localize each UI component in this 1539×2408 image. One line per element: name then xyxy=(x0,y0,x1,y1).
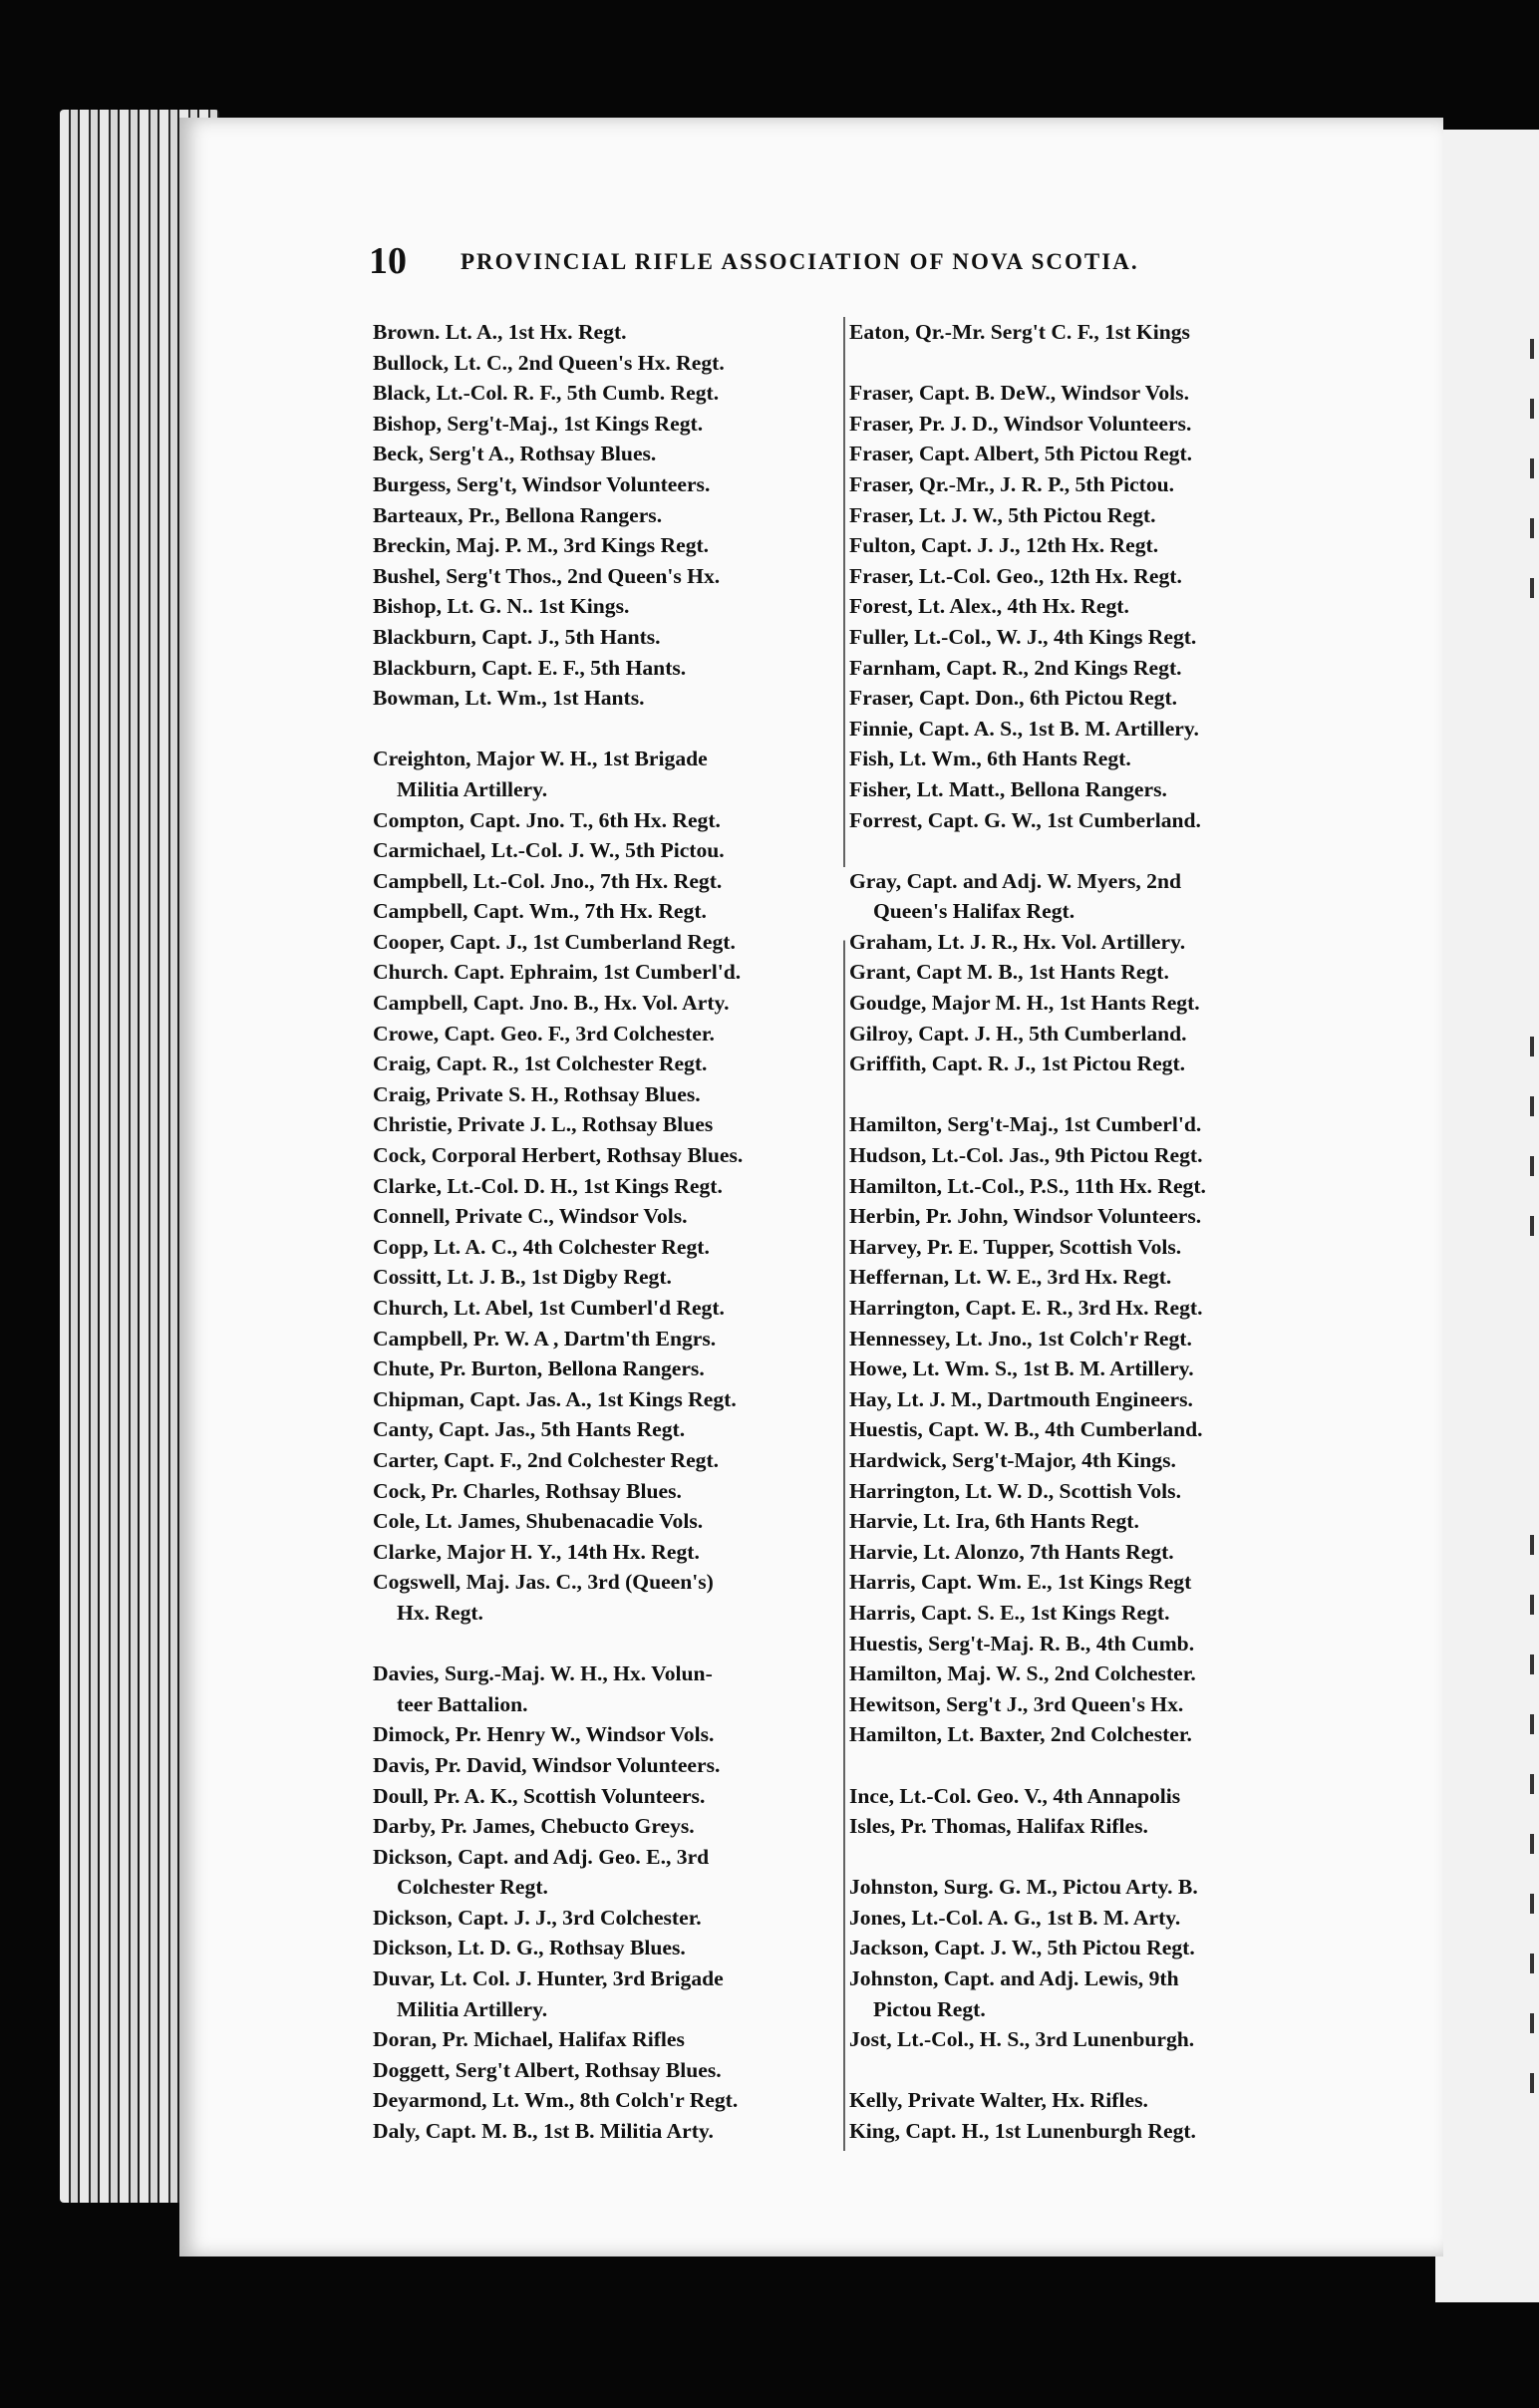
list-entry: Jost, Lt.-Col., H. S., 3rd Lunenburgh. xyxy=(849,2027,1195,2052)
list-entry: Doran, Pr. Michael, Halifax Rifles xyxy=(373,2027,685,2052)
list-entry: Heffernan, Lt. W. E., 3rd Hx. Regt. xyxy=(849,1265,1172,1290)
list-entry: Eaton, Qr.-Mr. Serg't C. F., 1st Kings xyxy=(849,320,1190,344)
text-mark xyxy=(1530,1834,1534,1854)
facing-page-edge xyxy=(1435,130,1539,2302)
list-entry: Grant, Capt M. B., 1st Hants Regt. xyxy=(849,960,1169,985)
running-title: PROVINCIAL RIFLE ASSOCIATION OF NOVA SCOTIA. xyxy=(461,249,1139,274)
list-entry: Johnston, Capt. and Adj. Lewis, 9th xyxy=(849,1966,1179,1991)
section-gap xyxy=(849,1079,1336,1110)
list-entry: Dickson, Capt. J. J., 3rd Colchester. xyxy=(373,1905,702,1930)
list-entry: Finnie, Capt. A. S., 1st B. M. Artillery. xyxy=(849,716,1199,741)
page-header xyxy=(369,239,1326,289)
list-entry: Forest, Lt. Alex., 4th Hx. Regt. xyxy=(849,594,1129,619)
text-mark xyxy=(1530,399,1534,419)
list-entry: Barteaux, Pr., Bellona Rangers. xyxy=(373,502,663,527)
list-entry: Burgess, Serg't, Windsor Volunteers. xyxy=(373,471,711,496)
list-entry: Harvey, Pr. E. Tupper, Scottish Vols. xyxy=(849,1234,1182,1259)
list-entry: Carmichael, Lt.-Col. J. W., 5th Pictou. xyxy=(373,838,725,863)
list-entry: Campbell, Capt. Wm., 7th Hx. Regt. xyxy=(373,899,707,924)
text-mark xyxy=(1530,1595,1534,1615)
list-entry: Clarke, Lt.-Col. D. H., 1st Kings Regt. xyxy=(373,1173,723,1198)
list-entry: Daly, Capt. M. B., 1st B. Militia Arty. xyxy=(373,2119,714,2144)
list-entry: Fraser, Qr.-Mr., J. R. P., 5th Pictou. xyxy=(849,471,1175,496)
list-entry: Beck, Serg't A., Rothsay Blues. xyxy=(373,442,657,466)
section-gap xyxy=(373,714,851,745)
list-entry: Hewitson, Serg't J., 3rd Queen's Hx. xyxy=(849,1691,1184,1716)
list-entry: Breckin, Maj. P. M., 3rd Kings Regt. xyxy=(373,533,710,558)
list-entry: Queen's Halifax Regt. xyxy=(873,899,1076,924)
list-entry: Dickson, Lt. D. G., Rothsay Blues. xyxy=(373,1936,686,1960)
text-mark xyxy=(1530,339,1534,359)
list-entry: teer Battalion. xyxy=(397,1691,528,1716)
list-entry: Hamilton, Serg't-Maj., 1st Cumberl'd. xyxy=(849,1112,1202,1137)
list-entry: Graham, Lt. J. R., Hx. Vol. Artillery. xyxy=(849,929,1186,954)
list-entry: Canty, Capt. Jas., 5th Hants Regt. xyxy=(373,1417,686,1442)
list-entry: Harrington, Capt. E. R., 3rd Hx. Regt. xyxy=(849,1296,1203,1320)
right-column xyxy=(849,317,1336,2147)
list-entry: Deyarmond, Lt. Wm., 8th Colch'r Regt. xyxy=(373,2088,739,2113)
text-mark xyxy=(1530,1156,1534,1176)
list-entry: Fuller, Lt.-Col., W. J., 4th Kings Regt. xyxy=(849,624,1197,649)
list-entry: Isles, Pr. Thomas, Halifax Rifles. xyxy=(849,1814,1148,1839)
list-entry: Huestis, Serg't-Maj. R. B., 4th Cumb. xyxy=(849,1631,1195,1656)
list-entry: Hamilton, Lt.-Col., P.S., 11th Hx. Regt. xyxy=(849,1173,1206,1198)
section-gap xyxy=(849,1750,1336,1781)
list-entry: Fulton, Capt. J. J., 12th Hx. Regt. xyxy=(849,533,1159,558)
list-entry: Howe, Lt. Wm. S., 1st B. M. Artillery. xyxy=(849,1356,1194,1381)
list-entry: Ince, Lt.-Col. Geo. V., 4th Annapolis xyxy=(849,1783,1181,1808)
text-mark xyxy=(1530,1535,1534,1555)
list-entry: Gilroy, Capt. J. H., 5th Cumberland. xyxy=(849,1021,1187,1046)
list-entry: King, Capt. H., 1st Lunenburgh Regt. xyxy=(849,2119,1196,2144)
list-entry: Harrington, Lt. W. D., Scottish Vols. xyxy=(849,1478,1181,1503)
list-entry: Jackson, Capt. J. W., 5th Pictou Regt. xyxy=(849,1936,1195,1960)
list-entry: Black, Lt.-Col. R. F., 5th Cumb. Regt. xyxy=(373,381,720,406)
list-entry: Griffith, Capt. R. J., 1st Pictou Regt. xyxy=(849,1052,1186,1076)
list-entry: Campbell, Lt.-Col. Jno., 7th Hx. Regt. xyxy=(373,868,723,893)
list-entry: Militia Artillery. xyxy=(397,1996,548,2021)
list-entry: Cooper, Capt. J., 1st Cumberland Regt. xyxy=(373,929,736,954)
list-entry: Bowman, Lt. Wm., 1st Hants. xyxy=(373,686,645,711)
list-entry: Hamilton, Maj. W. S., 2nd Colchester. xyxy=(849,1661,1196,1686)
section-gap xyxy=(373,1629,851,1659)
list-entry: Cole, Lt. James, Shubenacadie Vols. xyxy=(373,1509,704,1534)
list-entry: Kelly, Private Walter, Hx. Rifles. xyxy=(849,2088,1148,2113)
list-entry: Fish, Lt. Wm., 6th Hants Regt. xyxy=(849,747,1131,771)
list-entry: Blackburn, Capt. J., 5th Hants. xyxy=(373,624,661,649)
text-mark xyxy=(1530,1655,1534,1674)
list-entry: Hx. Regt. xyxy=(397,1600,483,1625)
list-entry: Copp, Lt. A. C., 4th Colchester Regt. xyxy=(373,1234,710,1259)
text-mark xyxy=(1530,1714,1534,1734)
list-entry: Fraser, Pr. J. D., Windsor Volunteers. xyxy=(849,411,1192,436)
text-mark xyxy=(1530,1954,1534,1973)
text-mark xyxy=(1530,1037,1534,1056)
section-gap xyxy=(849,835,1336,866)
text-mark xyxy=(1530,458,1534,478)
list-entry: Davies, Surg.-Maj. W. H., Hx. Volun- xyxy=(373,1661,713,1686)
list-entry: Campbell, Pr. W. A , Dartm'th Engrs. xyxy=(373,1326,717,1351)
section-gap xyxy=(849,348,1336,379)
text-mark xyxy=(1530,1216,1534,1236)
list-entry: Dickson, Capt. and Adj. Geo. E., 3rd xyxy=(373,1844,710,1869)
text-mark xyxy=(1530,518,1534,538)
list-entry: Chipman, Capt. Jas. A., 1st Kings Regt. xyxy=(373,1386,737,1411)
list-entry: Herbin, Pr. John, Windsor Volunteers. xyxy=(849,1204,1202,1229)
list-entry: Craig, Capt. R., 1st Colchester Regt. xyxy=(373,1052,708,1076)
list-entry: Chute, Pr. Burton, Bellona Rangers. xyxy=(373,1356,705,1381)
list-entry: Fraser, Capt. B. DeW., Windsor Vols. xyxy=(849,381,1189,406)
list-entry: Harvie, Lt. Alonzo, 7th Hants Regt. xyxy=(849,1539,1174,1564)
list-entry: Clarke, Major H. Y., 14th Hx. Regt. xyxy=(373,1539,700,1564)
list-entry: Forrest, Capt. G. W., 1st Cumberland. xyxy=(849,807,1201,832)
list-entry: Connell, Private C., Windsor Vols. xyxy=(373,1204,688,1229)
text-mark xyxy=(1530,1096,1534,1116)
section-gap xyxy=(849,1842,1336,1873)
list-entry: Hennessey, Lt. Jno., 1st Colch'r Regt. xyxy=(849,1326,1192,1351)
list-entry: Crowe, Capt. Geo. F., 3rd Colchester. xyxy=(373,1021,715,1046)
list-entry: Cock, Corporal Herbert, Rothsay Blues. xyxy=(373,1143,744,1168)
list-entry: Davis, Pr. David, Windsor Volunteers. xyxy=(373,1752,721,1777)
list-entry: Harvie, Lt. Ira, 6th Hants Regt. xyxy=(849,1509,1139,1534)
list-entry: Campbell, Capt. Jno. B., Hx. Vol. Arty. xyxy=(373,991,730,1016)
section-gap xyxy=(849,2055,1336,2086)
list-entry: Bishop, Lt. G. N.. 1st Kings. xyxy=(373,594,630,619)
list-entry: Compton, Capt. Jno. T., 6th Hx. Regt. xyxy=(373,807,721,832)
list-entry: Blackburn, Capt. E. F., 5th Hants. xyxy=(373,655,687,680)
text-mark xyxy=(1530,578,1534,598)
list-entry: Jones, Lt.-Col. A. G., 1st B. M. Arty. xyxy=(849,1905,1181,1930)
facing-page-text-marks xyxy=(1530,339,1539,2203)
list-entry: Doggett, Serg't Albert, Rothsay Blues. xyxy=(373,2057,722,2082)
text-mark xyxy=(1530,2073,1534,2093)
list-entry: Pictou Regt. xyxy=(873,1996,986,2021)
list-entry: Fisher, Lt. Matt., Bellona Rangers. xyxy=(849,776,1167,801)
list-entry: Carter, Capt. F., 2nd Colchester Regt. xyxy=(373,1447,720,1472)
list-entry: Cossitt, Lt. J. B., 1st Digby Regt. xyxy=(373,1265,672,1290)
list-entry: Fraser, Lt. J. W., 5th Pictou Regt. xyxy=(849,502,1156,527)
list-entry: Creighton, Major W. H., 1st Brigade xyxy=(373,747,708,771)
text-mark xyxy=(1530,1894,1534,1914)
list-entry: Hay, Lt. J. M., Dartmouth Engineers. xyxy=(849,1386,1193,1411)
page-number: 10 xyxy=(369,240,407,282)
list-entry: Hudson, Lt.-Col. Jas., 9th Pictou Regt. xyxy=(849,1143,1203,1168)
list-entry: Colchester Regt. xyxy=(397,1875,548,1900)
list-entry: Brown. Lt. A., 1st Hx. Regt. xyxy=(373,320,627,344)
list-entry: Cock, Pr. Charles, Rothsay Blues. xyxy=(373,1478,682,1503)
left-column xyxy=(373,317,851,2147)
list-entry: Hamilton, Lt. Baxter, 2nd Colchester. xyxy=(849,1722,1192,1747)
list-entry: Dimock, Pr. Henry W., Windsor Vols. xyxy=(373,1722,715,1747)
list-entry: Craig, Private S. H., Rothsay Blues. xyxy=(373,1081,701,1106)
list-entry: Johnston, Surg. G. M., Pictou Arty. B. xyxy=(849,1875,1198,1900)
list-entry: Doull, Pr. A. K., Scottish Volunteers. xyxy=(373,1783,706,1808)
list-entry: Cogswell, Maj. Jas. C., 3rd (Queen's) xyxy=(373,1570,714,1595)
list-entry: Church. Capt. Ephraim, 1st Cumberl'd. xyxy=(373,960,742,985)
list-entry: Huestis, Capt. W. B., 4th Cumberland. xyxy=(849,1417,1203,1442)
list-entry: Duvar, Lt. Col. J. Hunter, 3rd Brigade xyxy=(373,1966,724,1991)
text-mark xyxy=(1530,2013,1534,2033)
list-entry: Goudge, Major M. H., 1st Hants Regt. xyxy=(849,991,1200,1016)
list-entry: Bishop, Serg't-Maj., 1st Kings Regt. xyxy=(373,411,704,436)
list-entry: Darby, Pr. James, Chebucto Greys. xyxy=(373,1814,695,1839)
list-entry: Bushel, Serg't Thos., 2nd Queen's Hx. xyxy=(373,563,721,588)
list-entry: Bullock, Lt. C., 2nd Queen's Hx. Regt. xyxy=(373,350,725,375)
list-entry: Harris, Capt. Wm. E., 1st Kings Regt xyxy=(849,1570,1192,1595)
text-mark xyxy=(1530,1774,1534,1794)
list-entry: Church, Lt. Abel, 1st Cumberl'd Regt. xyxy=(373,1296,725,1320)
list-entry: Harris, Capt. S. E., 1st Kings Regt. xyxy=(849,1600,1170,1625)
list-entry: Farnham, Capt. R., 2nd Kings Regt. xyxy=(849,655,1182,680)
list-entry: Fraser, Capt. Don., 6th Pictou Regt. xyxy=(849,686,1178,711)
list-entry: Fraser, Capt. Albert, 5th Pictou Regt. xyxy=(849,442,1193,466)
list-entry: Militia Artillery. xyxy=(397,776,548,801)
list-entry: Fraser, Lt.-Col. Geo., 12th Hx. Regt. xyxy=(849,563,1182,588)
list-entry: Gray, Capt. and Adj. W. Myers, 2nd xyxy=(849,868,1181,893)
list-entry: Hardwick, Serg't-Major, 4th Kings. xyxy=(849,1447,1176,1472)
list-entry: Christie, Private J. L., Rothsay Blues xyxy=(373,1112,714,1137)
